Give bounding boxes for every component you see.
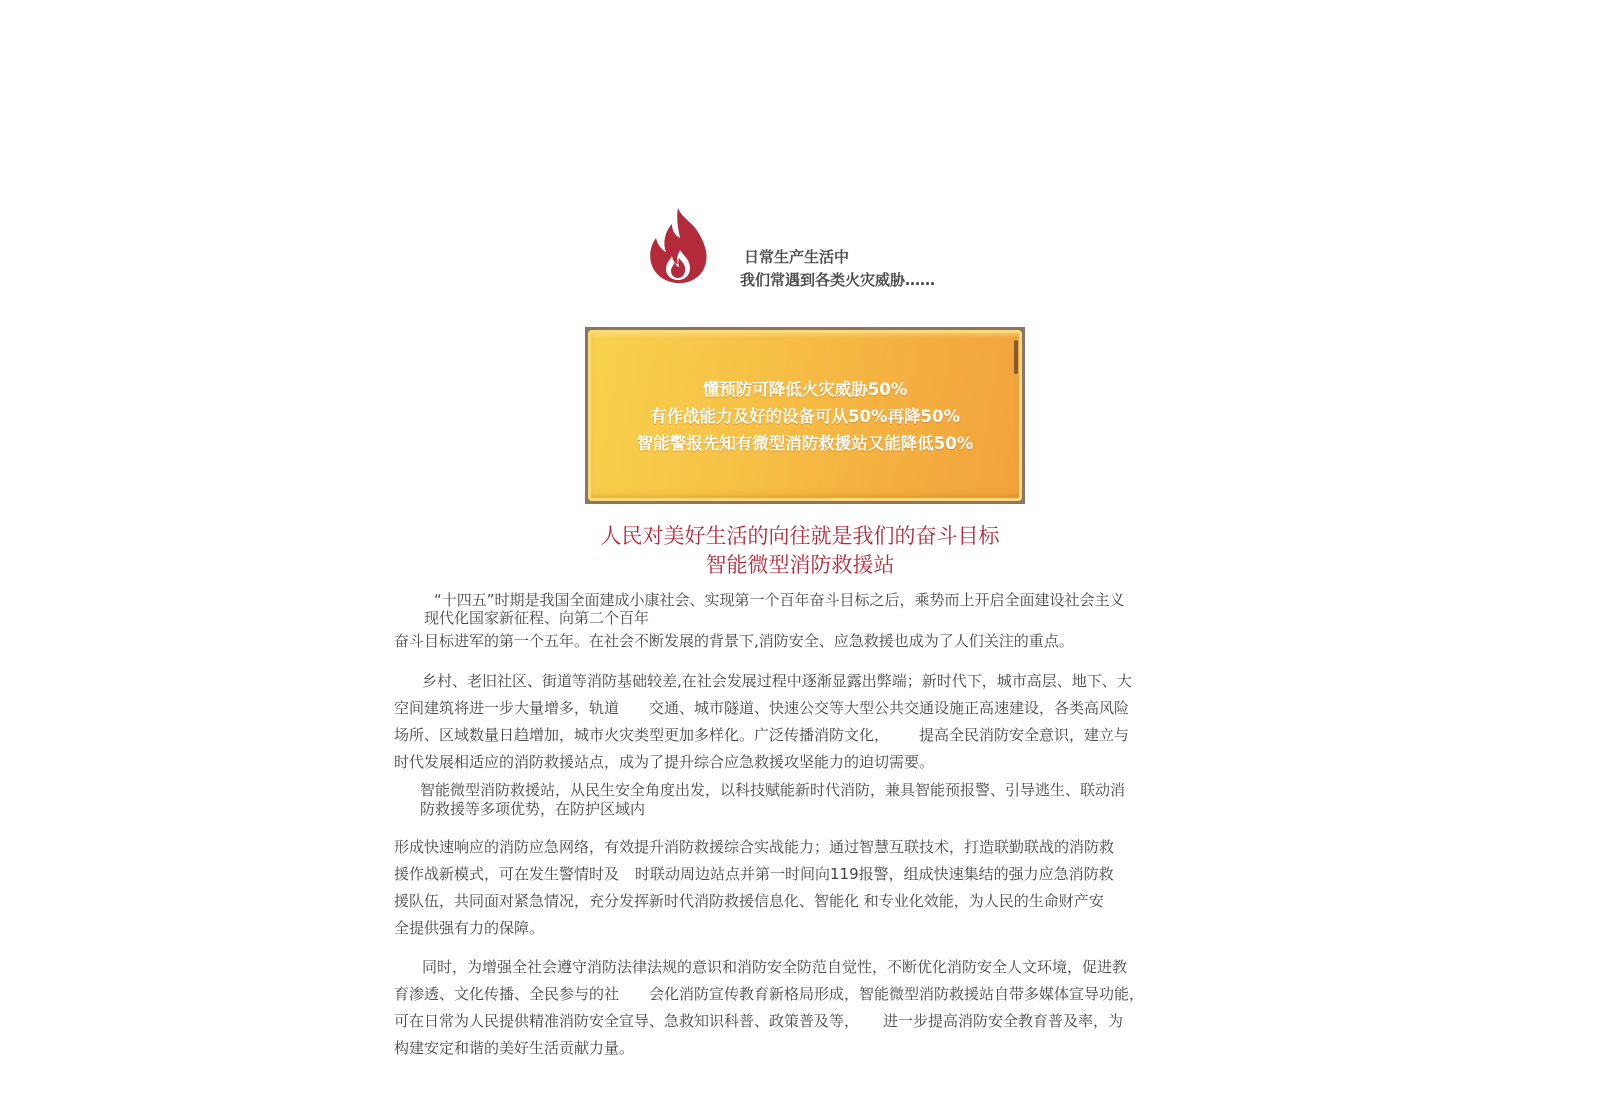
paragraph-1 xyxy=(394,591,1194,650)
intro-header xyxy=(648,206,968,289)
fire-reduction-banner xyxy=(585,327,1025,504)
banner-line-3: 智能警报先知有微型消防救援站又能降低50% xyxy=(636,434,974,453)
header-line-2: 我们常遇到各类火灾威胁…… xyxy=(740,271,936,289)
paragraph-line: 防救援等多项优势，在防护区域内 xyxy=(420,800,646,818)
flame-icon xyxy=(648,206,710,284)
paragraph-2 xyxy=(394,668,1194,776)
paragraph-line: 时代发展相适应的消防救援站点，成为了提升综合应急救援攻坚能力的迫切需要。 xyxy=(394,753,935,771)
headline-line-1: 人民对美好生活的向往就是我们的奋斗目标 xyxy=(600,524,1000,548)
paragraph-line: 空间建筑将进一步大量增多，轨道 交通、城市隧道、快速公交等大型公共交通设施正高速建设，各类高风险 xyxy=(394,699,1130,717)
paragraph-line: 智能微型消防救援站，从民生安全角度出发，以科技赋能新时代消防，兼具智能预报警、引导逃生、联动消 xyxy=(420,781,1126,799)
paragraph-line: 形成快速响应的消防应急网络，有效提升消防救援综合实战能力；通过智慧互联技术，打造联勤联战的消防救 xyxy=(394,838,1115,856)
paragraph-line: 育渗透、文化传播、全民参与的社 会化消防宣传教育新格局形成，智能微型消防救援站自带多媒体宣导功能， xyxy=(394,985,1145,1003)
banner-panel xyxy=(588,330,1022,501)
paragraph-line: “十四五”时期是我国全面建成小康社会、实现第一个百年奋斗目标之后，乘势而上开启全面建设社会主义 xyxy=(434,591,1125,609)
slogan-headline xyxy=(540,522,1060,580)
banner-line-2: 有作战能力及好的设备可从50%再降50% xyxy=(650,407,960,426)
paragraph-3 xyxy=(394,781,1194,819)
paragraph-line: 场所、区域数量日趋增加，城市火灾类型更加多样化。广泛传播消防文化， 提高全民消防安全意识，建立与 xyxy=(394,726,1130,744)
paragraph-line: 全提供强有力的保障。 xyxy=(394,919,545,937)
paragraph-line: 援队伍，共同面对紧急情况，充分发挥新时代消防救援信息化、智能化 和专业化效能，为人民的生命财产安 xyxy=(394,892,1104,910)
paragraph-line: 可在日常为人民提供精准消防安全宣导、急救知识科普、政策普及等， 进一步提高消防安全教育普及率，为 xyxy=(394,1012,1124,1030)
paragraph-line: 同时，为增强全社会遵守消防法律法规的意识和消防安全防范自觉性，不断优化消防安全人文环境，促进教 xyxy=(422,958,1128,976)
paragraph-line: 构建安定和谐的美好生活贡献力量。 xyxy=(394,1039,635,1057)
banner-line-1: 懂预防可降低火灾威胁50% xyxy=(702,380,908,399)
paragraph-4 xyxy=(394,834,1194,942)
paragraph-5 xyxy=(394,954,1194,1062)
banner-text xyxy=(588,376,1022,457)
paragraph-line: 现代化国家新征程、向第二个百年 xyxy=(424,609,650,627)
paragraph-line: 奋斗目标进军的第一个五年。在社会不断发展的背景下,消防安全、应急救援也成为了人们关注的重点。 xyxy=(394,632,1074,650)
header-line-1: 日常生产生活中 xyxy=(744,248,850,266)
paragraph-line: 乡村、老旧社区、街道等消防基础较差,在社会发展过程中逐渐显露出弊端；新时代下，城市高层、地下、大 xyxy=(422,672,1132,690)
paragraph-line: 援作战新模式，可在发生警情时及 时联动周边站点并第一时间向119报警，组成快速集结的强力应急消防救 xyxy=(394,865,1114,883)
header-text xyxy=(740,246,935,292)
headline-line-2: 智能微型消防救援站 xyxy=(705,553,895,577)
